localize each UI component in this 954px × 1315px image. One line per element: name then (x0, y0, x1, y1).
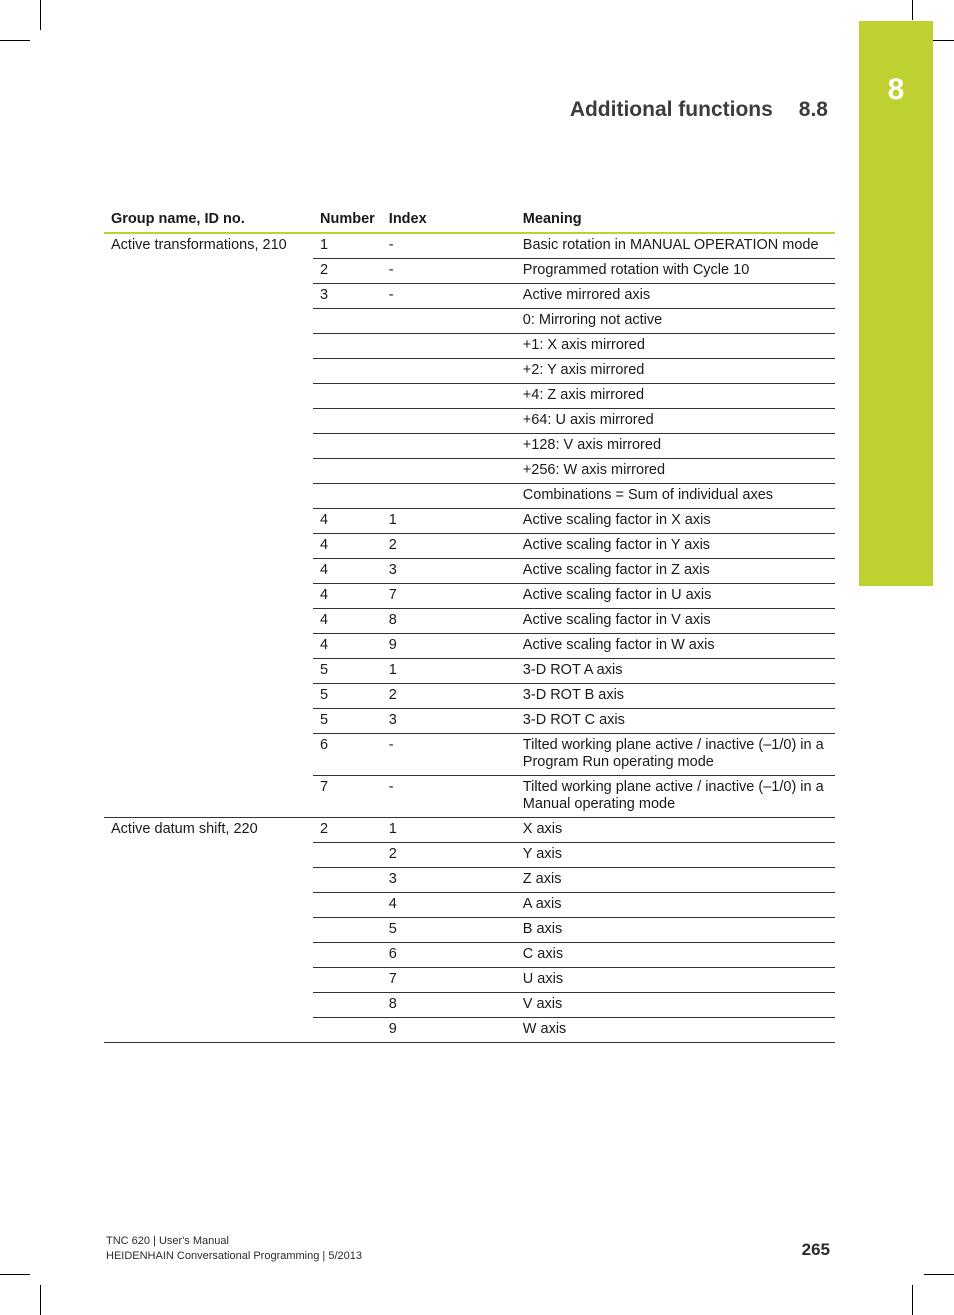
crop-mark (0, 40, 30, 41)
table-row (104, 634, 835, 659)
table-row (104, 893, 835, 918)
cell-group (104, 868, 313, 893)
cell-number (313, 359, 382, 384)
cell-meaning: A axis (516, 893, 835, 918)
cell-number: 5 (313, 684, 382, 709)
cell-meaning: +4: Z axis mirrored (516, 384, 835, 409)
cell-number: 6 (313, 734, 382, 776)
cell-meaning: +1: X axis mirrored (516, 334, 835, 359)
cell-group (104, 918, 313, 943)
crop-mark (912, 1285, 913, 1315)
cell-index (382, 434, 516, 459)
table-row (104, 534, 835, 559)
cell-number (313, 993, 382, 1018)
cell-meaning: Active scaling factor in X axis (516, 509, 835, 534)
cell-number: 4 (313, 584, 382, 609)
cell-number (313, 334, 382, 359)
cell-meaning: +128: V axis mirrored (516, 434, 835, 459)
cell-index: 1 (382, 509, 516, 534)
table-row (104, 843, 835, 868)
cell-group (104, 709, 313, 734)
cell-number: 2 (313, 818, 382, 843)
cell-index: - (382, 233, 516, 259)
header-section: 8.8 (798, 98, 828, 121)
cell-number (313, 384, 382, 409)
cell-group (104, 968, 313, 993)
cell-group (104, 509, 313, 534)
table-row (104, 993, 835, 1018)
cell-group (104, 734, 313, 776)
footer-edition: HEIDENHAIN Conversational Programming | 5/2013 (106, 1250, 362, 1262)
cell-group: Active transformations, 210 (111, 237, 287, 253)
table-row (104, 968, 835, 993)
cell-group (104, 284, 313, 309)
table-row (104, 868, 835, 893)
cell-index: 9 (382, 634, 516, 659)
table-row (104, 609, 835, 634)
cell-meaning: 3-D ROT B axis (516, 684, 835, 709)
cell-meaning: Active scaling factor in Z axis (516, 559, 835, 584)
table-row (104, 709, 835, 734)
table-row (104, 734, 835, 776)
table-row (104, 434, 835, 459)
cell-index: 3 (382, 868, 516, 893)
cell-meaning: +256: W axis mirrored (516, 459, 835, 484)
cell-number (313, 409, 382, 434)
cell-group (104, 559, 313, 584)
cell-meaning: Combinations = Sum of individual axes (516, 484, 835, 509)
cell-meaning: Tilted working plane active / inactive (–1/0) in a Manual operating mode (516, 776, 835, 818)
table-row (104, 334, 835, 359)
cell-index: - (382, 734, 516, 776)
running-header (570, 98, 828, 122)
cell-index: 1 (382, 818, 516, 843)
table-row (104, 409, 835, 434)
cell-meaning: Active mirrored axis (516, 284, 835, 309)
table-body (104, 233, 835, 1043)
cell-group (104, 409, 313, 434)
cell-index: 7 (382, 968, 516, 993)
cell-meaning: W axis (516, 1018, 835, 1043)
cell-meaning: 0: Mirroring not active (516, 309, 835, 334)
table-row (104, 484, 835, 509)
chapter-number: 8 (887, 73, 905, 106)
header-title: Additional functions (569, 98, 773, 121)
cell-group (104, 843, 313, 868)
cell-number: 2 (313, 259, 382, 284)
cell-number: 4 (313, 534, 382, 559)
cell-meaning: Active scaling factor in W axis (516, 634, 835, 659)
cell-group (104, 584, 313, 609)
cell-number: 7 (313, 776, 382, 818)
table-row (104, 359, 835, 384)
cell-meaning: V axis (516, 993, 835, 1018)
cell-index: 7 (382, 584, 516, 609)
cell-number (313, 893, 382, 918)
cell-number: 1 (313, 233, 382, 259)
table-row (104, 659, 835, 684)
crop-mark (40, 0, 41, 30)
cell-index: 5 (382, 918, 516, 943)
cell-number (313, 484, 382, 509)
cell-group (104, 993, 313, 1018)
cell-number (313, 843, 382, 868)
cell-index (382, 359, 516, 384)
cell-index: 3 (382, 709, 516, 734)
table-row (104, 559, 835, 584)
page-number: 265 (801, 1240, 830, 1259)
cell-group (104, 893, 313, 918)
table-header-row (104, 207, 835, 233)
column-header-group: Group name, ID no. (104, 207, 313, 233)
cell-group (104, 259, 313, 284)
cell-meaning: U axis (516, 968, 835, 993)
cell-number (313, 434, 382, 459)
table-row (104, 818, 835, 843)
column-header-index: Index (382, 207, 516, 233)
cell-meaning: Z axis (516, 868, 835, 893)
cell-index: 9 (382, 1018, 516, 1043)
cell-index: 2 (382, 843, 516, 868)
table-row (104, 259, 835, 284)
cell-meaning: Active scaling factor in V axis (516, 609, 835, 634)
cell-index (382, 484, 516, 509)
cell-index: - (382, 259, 516, 284)
cell-number (313, 943, 382, 968)
footer (106, 1234, 362, 1264)
crop-mark (0, 1274, 30, 1275)
cell-group (104, 634, 313, 659)
cell-number (313, 968, 382, 993)
cell-group (104, 434, 313, 459)
cell-group (104, 1018, 313, 1043)
crop-mark (912, 0, 913, 20)
table-row (104, 918, 835, 943)
cell-group: Active datum shift, 220 (111, 821, 258, 837)
cell-number: 5 (313, 659, 382, 684)
crop-mark (40, 1285, 41, 1315)
cell-number: 5 (313, 709, 382, 734)
cell-group (104, 459, 313, 484)
cell-index: 3 (382, 559, 516, 584)
table-row (104, 459, 835, 484)
cell-meaning: Programmed rotation with Cycle 10 (516, 259, 835, 284)
cell-index: - (382, 776, 516, 818)
cell-index (382, 384, 516, 409)
cell-index: 6 (382, 943, 516, 968)
cell-group (104, 534, 313, 559)
table-row (104, 684, 835, 709)
cell-number (313, 309, 382, 334)
cell-index: 1 (382, 659, 516, 684)
cell-number (313, 459, 382, 484)
cell-meaning: +2: Y axis mirrored (516, 359, 835, 384)
cell-group (104, 659, 313, 684)
chapter-tab (859, 21, 933, 586)
cell-number: 4 (313, 559, 382, 584)
cell-group (104, 334, 313, 359)
table-row (104, 943, 835, 968)
table-row (104, 776, 835, 818)
cell-number (313, 1018, 382, 1043)
cell-meaning: Basic rotation in MANUAL OPERATION mode (516, 233, 835, 259)
cell-meaning: Active scaling factor in U axis (516, 584, 835, 609)
cell-meaning: B axis (516, 918, 835, 943)
cell-group (104, 684, 313, 709)
cell-meaning: 3-D ROT C axis (516, 709, 835, 734)
cell-meaning: Y axis (516, 843, 835, 868)
cell-number: 3 (313, 284, 382, 309)
cell-group (104, 309, 313, 334)
table-row (104, 384, 835, 409)
table-row (104, 284, 835, 309)
cell-index (382, 409, 516, 434)
cell-number: 4 (313, 509, 382, 534)
cell-meaning: Tilted working plane active / inactive (–1/0) in a Program Run operating mode (516, 734, 835, 776)
cell-group (104, 484, 313, 509)
column-header-meaning: Meaning (516, 207, 835, 233)
cell-number (313, 918, 382, 943)
cell-number: 4 (313, 609, 382, 634)
cell-index: 4 (382, 893, 516, 918)
cell-group (104, 359, 313, 384)
cell-index (382, 309, 516, 334)
cell-index (382, 334, 516, 359)
cell-group (104, 943, 313, 968)
cell-group (104, 609, 313, 634)
footer-manual-title: TNC 620 | User's Manual (106, 1235, 229, 1247)
cell-index: 2 (382, 684, 516, 709)
cell-index: 8 (382, 609, 516, 634)
cell-number (313, 868, 382, 893)
column-header-number: Number (313, 207, 382, 233)
cell-group (104, 384, 313, 409)
table-row (104, 233, 835, 259)
table-row (104, 509, 835, 534)
crop-mark (924, 1274, 954, 1275)
cell-group (104, 776, 313, 818)
cell-meaning: Active scaling factor in Y axis (516, 534, 835, 559)
cell-index: 2 (382, 534, 516, 559)
table-row (104, 584, 835, 609)
cell-meaning: 3-D ROT A axis (516, 659, 835, 684)
cell-number: 4 (313, 634, 382, 659)
table-row (104, 1018, 835, 1043)
cell-index (382, 459, 516, 484)
cell-index: - (382, 284, 516, 309)
cell-meaning: C axis (516, 943, 835, 968)
parameter-table (104, 207, 835, 1043)
table-row (104, 309, 835, 334)
cell-index: 8 (382, 993, 516, 1018)
cell-meaning: X axis (516, 818, 835, 843)
cell-meaning: +64: U axis mirrored (516, 409, 835, 434)
